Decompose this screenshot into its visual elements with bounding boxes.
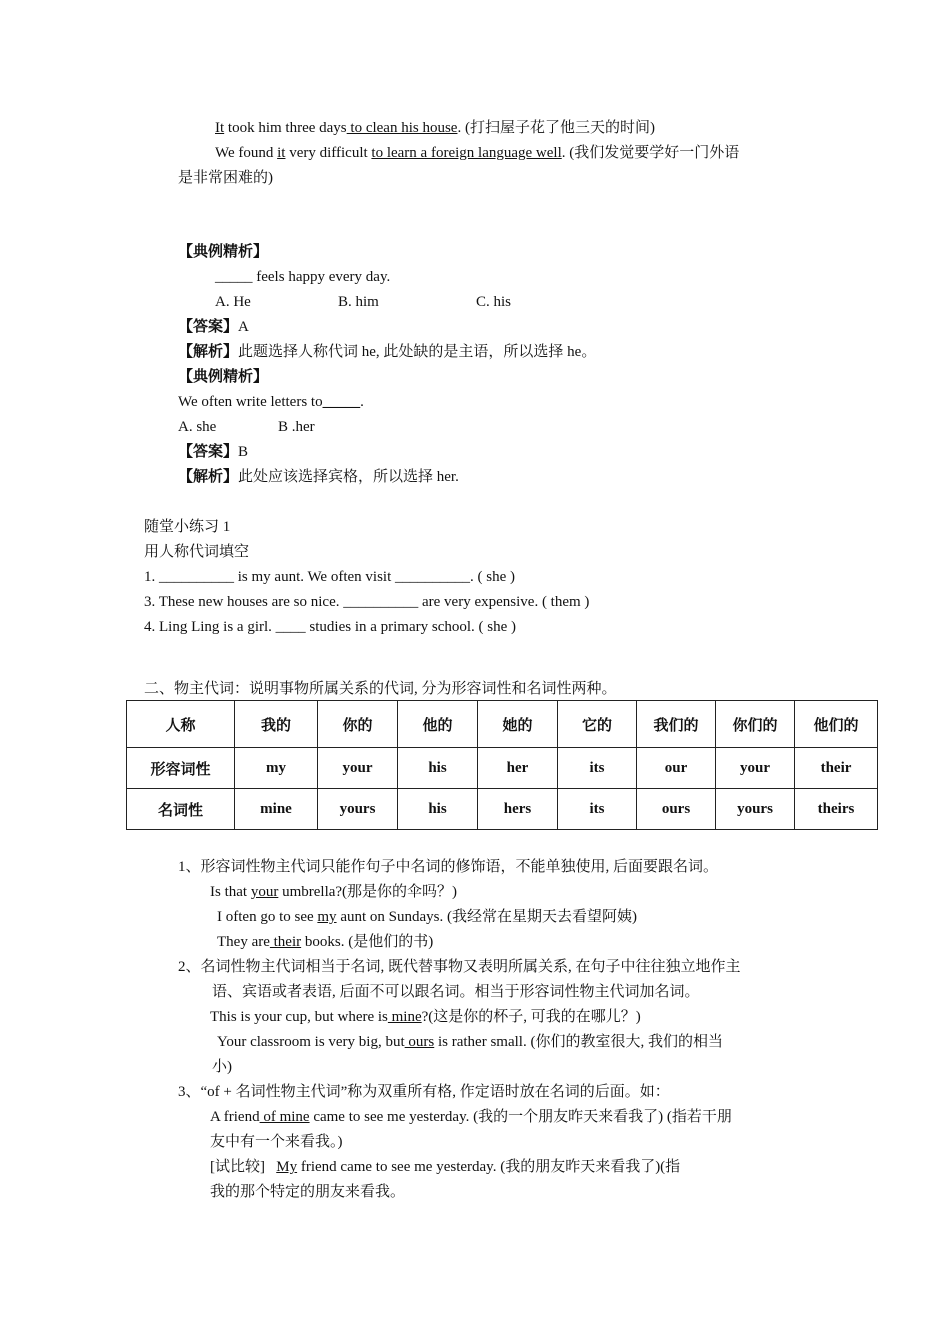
example2-question: We often write letters to_____. xyxy=(178,394,364,410)
point1-example-3: They are their books. (是他们的书) xyxy=(217,934,434,950)
table-cell: my xyxy=(235,748,318,789)
point3-example-2: [试比较] My friend came to see me yesterday. (我的朋友昨天来看我了)(指 xyxy=(210,1159,681,1175)
table-cell: our xyxy=(637,748,716,789)
table-cell: yours xyxy=(318,789,398,830)
table-cell: 你的 xyxy=(318,701,398,748)
point3-example-2-cont: 我的那个特定的朋友来看我。 xyxy=(210,1184,406,1200)
table-cell: 他们的 xyxy=(795,701,878,748)
example2-option-a: A. she xyxy=(178,419,217,435)
table-row xyxy=(127,748,878,789)
table-cell: 我的 xyxy=(235,701,318,748)
table-cell: her xyxy=(478,748,558,789)
point1-text: 1、形容词性物主代词只能作句子中名词的修饰语，不能单独使用, 后面要跟名词。 xyxy=(178,859,719,875)
point2-text-1: 2、名词性物主代词相当于名词, 既代替事物又表明所属关系, 在句子中往往独立地作主 xyxy=(178,959,741,975)
point3-example-1-cont: 友中有一个来看我。) xyxy=(210,1134,343,1150)
intro-line-3: 是非常困难的) xyxy=(178,170,273,186)
table-cell: his xyxy=(398,789,478,830)
point2-example-1: This is your cup, but where is mine?(这是你的杯子, 可我的在哪儿？) xyxy=(210,1009,641,1025)
example2-analysis: 【解析】此处应该选择宾格，所以选择 her. xyxy=(178,469,459,485)
table-cell: mine xyxy=(235,789,318,830)
point1-example-1: Is that your umbrella?(那是你的伞吗？) xyxy=(210,884,458,900)
table-cell: its xyxy=(558,748,637,789)
practice-item-3: 3. These new houses are so nice. __________ are very expensive. ( them ) xyxy=(144,594,590,610)
example1-answer: 【答案】A xyxy=(178,319,249,335)
table-cell: 他的 xyxy=(398,701,478,748)
point2-text-2: 语、宾语或者表语, 后面不可以跟名词。相当于形容词性物主代词加名词。 xyxy=(212,984,700,1000)
intro-line-2: We found it very difficult to learn a foreign language well. (我们发觉要学好一门外语 xyxy=(215,145,740,161)
practice-title: 随堂小练习 1 xyxy=(144,519,231,535)
table-cell: yours xyxy=(716,789,795,830)
practice-item-1: 1. __________ is my aunt. We often visit __________. ( she ) xyxy=(144,569,515,585)
practice-subtitle: 用人称代词填空 xyxy=(144,544,250,560)
section2-title: 二、物主代词：说明事物所属关系的代词, 分为形容词性和名词性两种。 xyxy=(144,681,617,697)
table-cell: ours xyxy=(637,789,716,830)
table-cell: his xyxy=(398,748,478,789)
point3-text: 3、“of + 名词性物主代词”称为双重所有格, 作定语时放在名词的后面。如： xyxy=(178,1084,670,1100)
table-cell: 她的 xyxy=(478,701,558,748)
table-cell: 它的 xyxy=(558,701,637,748)
table-cell: 我们的 xyxy=(637,701,716,748)
intro-line-1: It took him three days to clean his house. (打扫屋子花了他三天的时间) xyxy=(215,120,655,136)
table-cell: 名词性 xyxy=(127,789,235,830)
possessive-pronoun-table xyxy=(126,700,878,830)
table-cell: your xyxy=(318,748,398,789)
table-row xyxy=(127,789,878,830)
table-cell: 形容词性 xyxy=(127,748,235,789)
table-cell: its xyxy=(558,789,637,830)
point1-example-2: I often go to see my aunt on Sundays. (我经常在星期天去看望阿姨) xyxy=(217,909,637,925)
point2-example-2-cont: 小) xyxy=(212,1059,232,1075)
example1-option-b: B. him xyxy=(338,294,379,310)
point3-example-1: A friend of mine came to see me yesterday. (我的一个朋友昨天来看我了) (指若干朋 xyxy=(210,1109,732,1125)
table-cell: hers xyxy=(478,789,558,830)
table-header-row xyxy=(127,701,878,748)
example1-analysis: 【解析】此题选择人称代词 he, 此处缺的是主语，所以选择 he。 xyxy=(178,344,597,360)
table-cell: their xyxy=(795,748,878,789)
example1-option-c: C. his xyxy=(476,294,512,310)
example1-heading: 【典例精析】 xyxy=(178,244,269,260)
table-cell: 人称 xyxy=(127,701,235,748)
example2-answer: 【答案】B xyxy=(178,444,249,460)
table-cell: theirs xyxy=(795,789,878,830)
example1-option-a: A. He xyxy=(215,294,251,310)
point2-example-2: Your classroom is very big, but ours is rather small. (你们的教室很大, 我们的相当 xyxy=(217,1034,723,1050)
example2-option-b: B .her xyxy=(278,419,315,435)
practice-item-4: 4. Ling Ling is a girl. ____ studies in a primary school. ( she ) xyxy=(144,619,517,635)
example1-question: _____ feels happy every day. xyxy=(215,269,391,285)
table-cell: 你们的 xyxy=(716,701,795,748)
example2-heading: 【典例精析】 xyxy=(178,369,269,385)
table-cell: your xyxy=(716,748,795,789)
